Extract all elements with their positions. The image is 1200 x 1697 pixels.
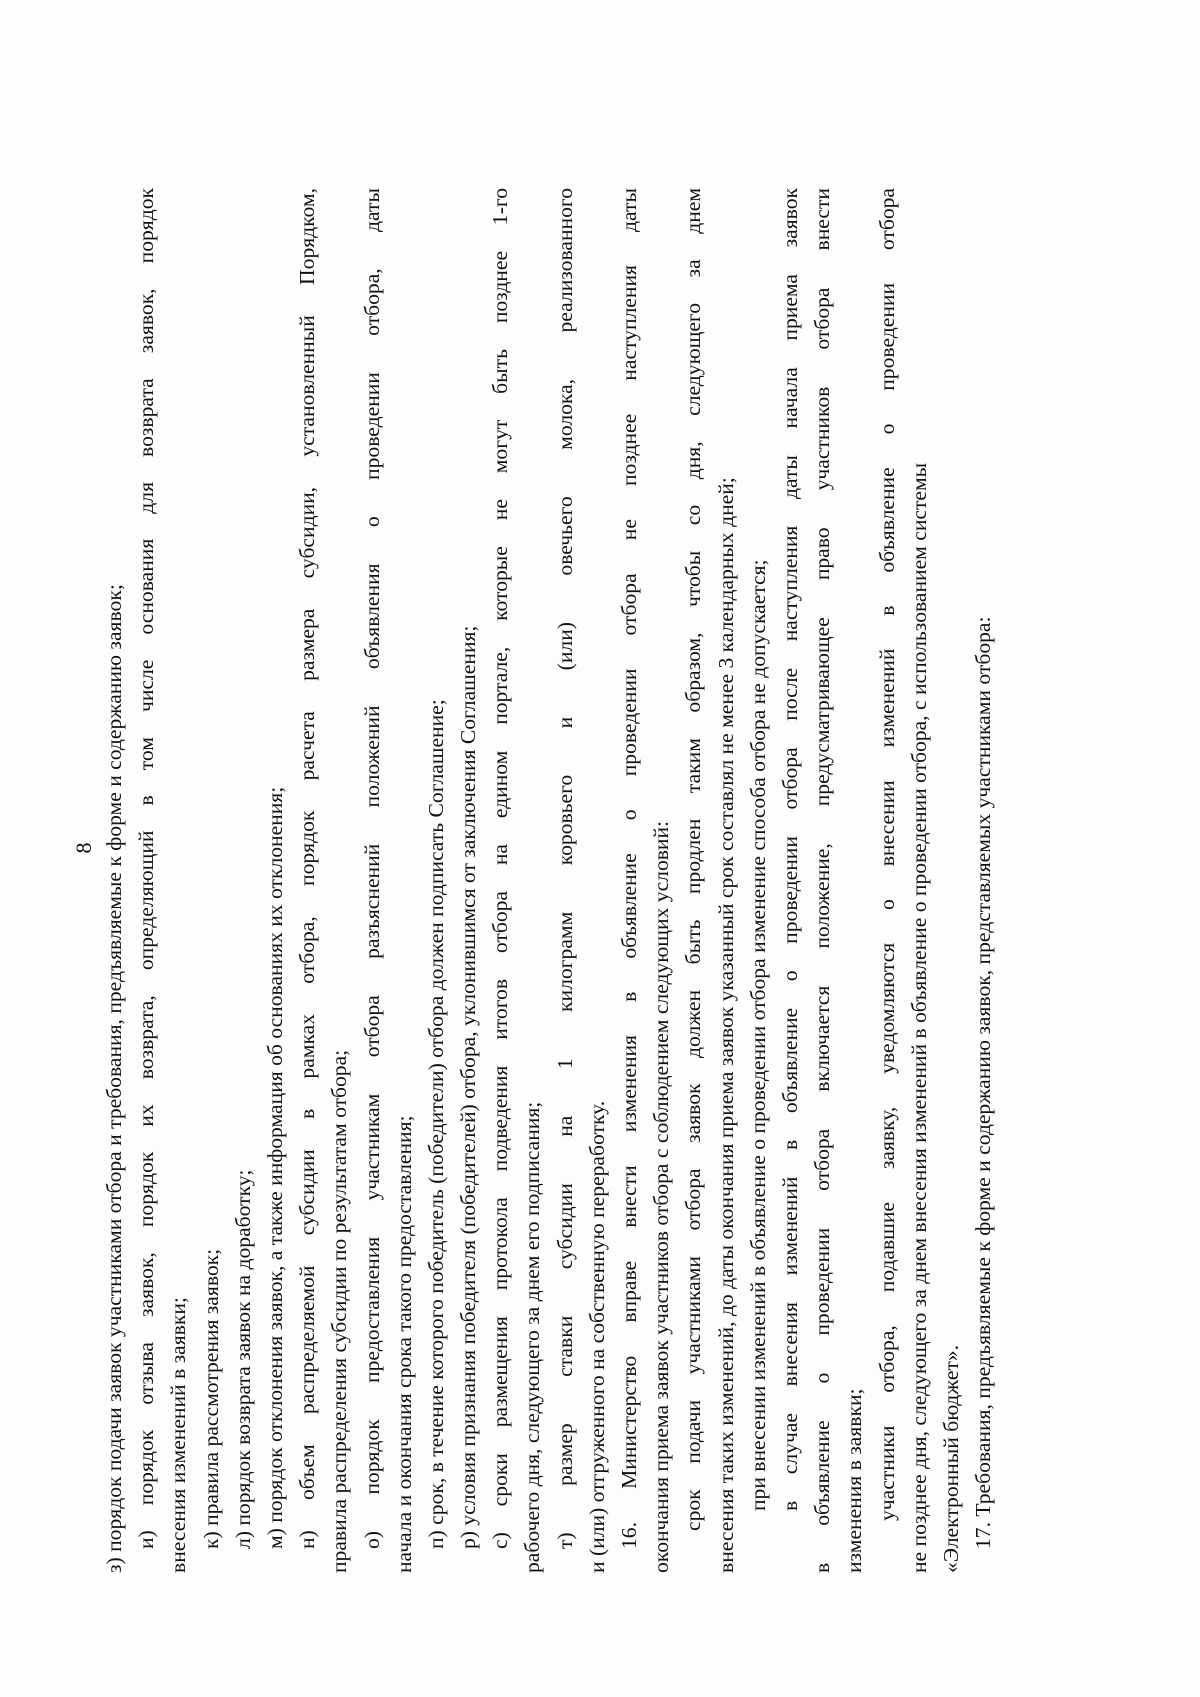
text-line: 17. Требования, предъявляемые к форме и содержанию заявок, представляемых участниками отбора: — [971, 616, 996, 1549]
text-line: начала и окончания срока такого предоставления; — [391, 1115, 416, 1573]
text-line: 16. Министерство вправе внести изменения в объявление о проведении отбора не позднее наступления даты — [617, 188, 641, 1549]
page-number: 8 — [71, 842, 96, 854]
text-line: рабочего дня, следующего за днем его подписания; — [520, 1101, 545, 1573]
text-line: к) правила рассмотрения заявок; — [198, 1248, 223, 1549]
text-line: в объявление о проведении отбора включается положение, предусматривающее право участников отбора внести — [810, 188, 835, 1573]
text-line: правила распределения субсидии по результатам отбора; — [327, 1049, 352, 1573]
text-line: «Электронный бюджет». — [938, 1344, 963, 1573]
text-line: п) срок, в течение которого победитель (победители) отбора должен подписать Соглашение; — [423, 699, 448, 1549]
text-line: с) сроки размещения протокола подведения итогов отбора на едином портале, которые не могут быть позднее 1-го — [488, 188, 513, 1549]
text-line: внесения таких изменений, до даты окончания приема заявок указанный срок составлял не менее 3 календарных дней; — [713, 477, 738, 1573]
text-line: м) порядок отклонения заявок, а также информация об основаниях их отклонения; — [262, 786, 287, 1549]
text-line: л) порядок возврата заявок на доработку; — [230, 1169, 255, 1549]
text-line: не позднее дня, следующего за днем внесения изменений в объявление о проведении отбора, с использованием системы — [906, 462, 931, 1573]
text-line: о) порядок предоставления участникам отбора разъяснений положений объявления о проведении отбора, даты — [359, 188, 384, 1549]
text-line: р) условия признания победителя (победителей) отбора, уклонившимся от заключения Соглашения; — [456, 625, 481, 1549]
text-line: н) объем распределяемой субсидии в рамках отбора, порядок расчета размера субсидии, установленный Порядком, — [295, 188, 320, 1549]
document-body — [98, 188, 999, 1573]
text-line: и) порядок отзыва заявок, порядок их возврата, определяющий в том числе основания для возврата заявок, порядок — [134, 188, 159, 1549]
text-line: т) размер ставки субсидии на 1 килограмм коровьего и (или) овечьего молока, реализованного — [552, 188, 577, 1549]
text-line: и (или) отгруженного на собственную переработку. — [584, 1100, 609, 1573]
text-line: изменения в заявки; — [842, 1388, 867, 1573]
text-line: з) порядок подачи заявок участниками отбора и требования, предъявляемые к форме и содержанию заявок; — [102, 584, 126, 1573]
text-line: внесения изменений в заявки; — [166, 1297, 191, 1573]
rotated-text-sheet — [50, 48, 1150, 1648]
text-line: при внесении изменений в объявление о проведении отбора изменение способа отбора не допускается; — [745, 559, 770, 1511]
text-line: участники отбора, подавшие заявку, уведомляются о внесении изменений в объявление о проведении отбора — [874, 188, 899, 1521]
text-line: в случае внесения изменений в объявление о проведении отбора после наступления даты начала приема заявок — [777, 188, 802, 1511]
text-line: окончания приема заявок участников отбора с соблюдением следующих условий: — [649, 820, 674, 1573]
text-line: срок подачи участниками отбора заявок должен быть продлен таким образом, чтобы со дня, следующего за днем — [681, 188, 706, 1531]
